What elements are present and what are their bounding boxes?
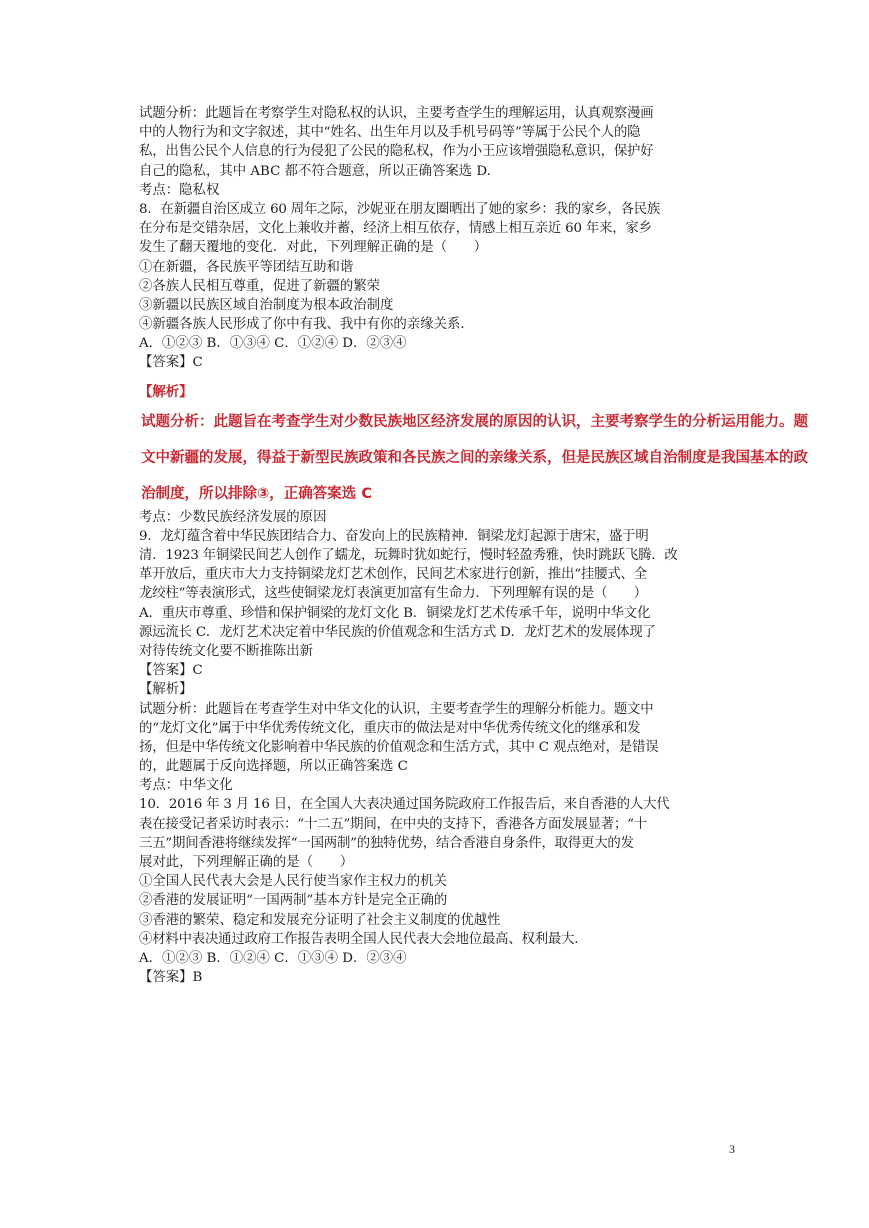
question-stem-line: 10．2016 年 3 月 16 日，在全国人大表决通过国务院政府工作报告后，来自香港的人大代 xyxy=(139,797,670,813)
option-line: ③新疆以民族区域自治制度为根本政治制度 xyxy=(139,297,394,313)
question-stem-line: A．重庆市尊重、珍惜和保护铜梁的龙灯文化 B．铜梁龙灯艺术传承千年，说明中华文化 xyxy=(139,605,651,621)
answer-label: 【答案】B xyxy=(139,970,203,986)
analysis-line: 试题分析：此题旨在考察学生对隐私权的认识，主要考查学生的理解运用，认真观察漫画 xyxy=(139,106,654,121)
prev-analysis xyxy=(139,104,731,200)
question-10 xyxy=(139,795,731,987)
option-line: ④新疆各族人民形成了你中有我、我中有你的亲缘关系. xyxy=(139,317,465,333)
kaodian-label: 考点：隐私权 xyxy=(139,182,220,198)
question-stem-line: 9．龙灯蕴含着中华民族团结合力、奋发向上的民族精神．铜梁龙灯起源于唐宋，盛于明 xyxy=(139,528,649,544)
option-line: ①全国人民代表大会是人民行使当家作主权力的机关 xyxy=(139,874,447,890)
question-stem-line: 源远流长 C．龙灯艺术决定着中华民族的价值观念和生活方式 D．龙灯艺术的发展体现了 xyxy=(139,624,656,640)
analysis-line: 试题分析：此题旨在考查学生对中华文化的认识，主要考查学生的理解分析能力。题文中 xyxy=(139,701,654,717)
analysis-line: 自己的隐私，其中 ABC 都不符合题意，所以正确答案选 D. xyxy=(139,163,491,179)
analysis-line: 扬，但是中华传统文化影响着中华民族的价值观念和生活方式，其中 C 观点绝对，是错误 xyxy=(139,739,659,755)
question-9 xyxy=(139,527,731,796)
question-stem-line: 革开放后，重庆市大力支持铜梁龙灯艺术创作，民间艺术家进行创新，推出“挂腰式、全 xyxy=(139,567,647,583)
answer-label: 【答案】C xyxy=(139,663,203,679)
question-stem-line: 龙绞柱”等表演形式，这些使铜梁龙灯表演更加富有生命力．下列理解有误的是（ ） xyxy=(139,586,647,602)
question-stem-line: 8．在新疆自治区成立 60 周年之际，沙妮亚在朋友圈晒出了她的家乡：我的家乡，各民族 xyxy=(139,201,661,217)
choices-line: A．①②③ B．①②④ C．①③④ D．②③④ xyxy=(139,950,407,966)
answer-label: 【答案】C xyxy=(139,355,203,371)
analysis-line: 治制度，所以排除③，正确答案选 C xyxy=(141,485,372,502)
page-number: 3 xyxy=(729,1142,735,1156)
question-stem-line: 三五”期间香港将继续发挥“一国两制”的独特优势，结合香港自身条件，取得更大的发 xyxy=(139,835,634,851)
kaodian-label: 考点：少数民族经济发展的原因 xyxy=(139,509,327,525)
question-8 xyxy=(139,200,808,527)
analysis-line: 中的人物行为和文字叙述，其中“姓名、出生年月以及手机号码等”等属于公民个人的隐 xyxy=(139,125,641,141)
question-stem-line: 发生了翻天覆地的变化．对此，下列理解正确的是（ ） xyxy=(139,240,488,256)
analysis-line: 试题分析：此题旨在考查学生对少数民族地区经济发展的原因的认识，主要考察学生的分析运用能力。题 xyxy=(141,413,808,430)
option-line: ④材料中表决通过政府工作报告表明全国人民代表大会地位最高、权利最大. xyxy=(139,931,579,947)
option-line: ③香港的繁荣、稳定和发展充分证明了社会主义制度的优越性 xyxy=(139,912,501,928)
question-stem-line: 展对此，下列理解正确的是（ ） xyxy=(139,855,354,870)
question-stem-line: 清．1923 年铜梁民间艺人创作了蠕龙，玩舞时犹如蛇行，慢时轻盈秀雅，快时跳跃飞腾．改 xyxy=(139,548,678,563)
analysis-line: 的“龙灯文化”属于中华优秀传统文化，重庆市的做法是对中华优秀传统文化的继承和发 xyxy=(139,720,641,736)
analysis-line: 私，出售公民个人信息的行为侵犯了公民的隐私权，作为小王应该增强隐私意识，保护好 xyxy=(139,144,654,160)
analysis-line: 文中新疆的发展，得益于新型民族政策和各民族之间的亲缘关系，但是民族区域自治制度是我国基本的政 xyxy=(141,449,808,466)
question-stem-line: 表在接受记者采访时表示：“十二五”期间，在中央的支持下，香港各方面发展显著；“十 xyxy=(139,816,647,832)
question-stem-line: 对待传统文化要不断推陈出新 xyxy=(139,643,314,659)
page-content xyxy=(139,104,808,987)
analysis-line: 的，此题属于反向选择题，所以正确答案选 C xyxy=(139,759,408,775)
highlighted-analysis xyxy=(141,412,861,504)
analysis-heading: 【解析】 xyxy=(139,384,193,400)
option-line: ②各族人民相互尊重，促进了新疆的繁荣 xyxy=(139,278,381,294)
choices-line: A．①②③ B．①③④ C．①②④ D．②③④ xyxy=(139,336,407,352)
analysis-heading: 【解析】 xyxy=(139,682,193,698)
option-line: ①在新疆，各民族平等团结互助和谐 xyxy=(139,259,354,275)
option-line: ②香港的发展证明“一国两制”基本方针是完全正确的 xyxy=(139,893,448,909)
kaodian-label: 考点：中华文化 xyxy=(139,778,233,794)
question-stem-line: 在分布是交错杂居，文化上兼收并蓄，经济上相互依存，情感上相互亲近 60 年来，家乡 xyxy=(139,221,652,237)
